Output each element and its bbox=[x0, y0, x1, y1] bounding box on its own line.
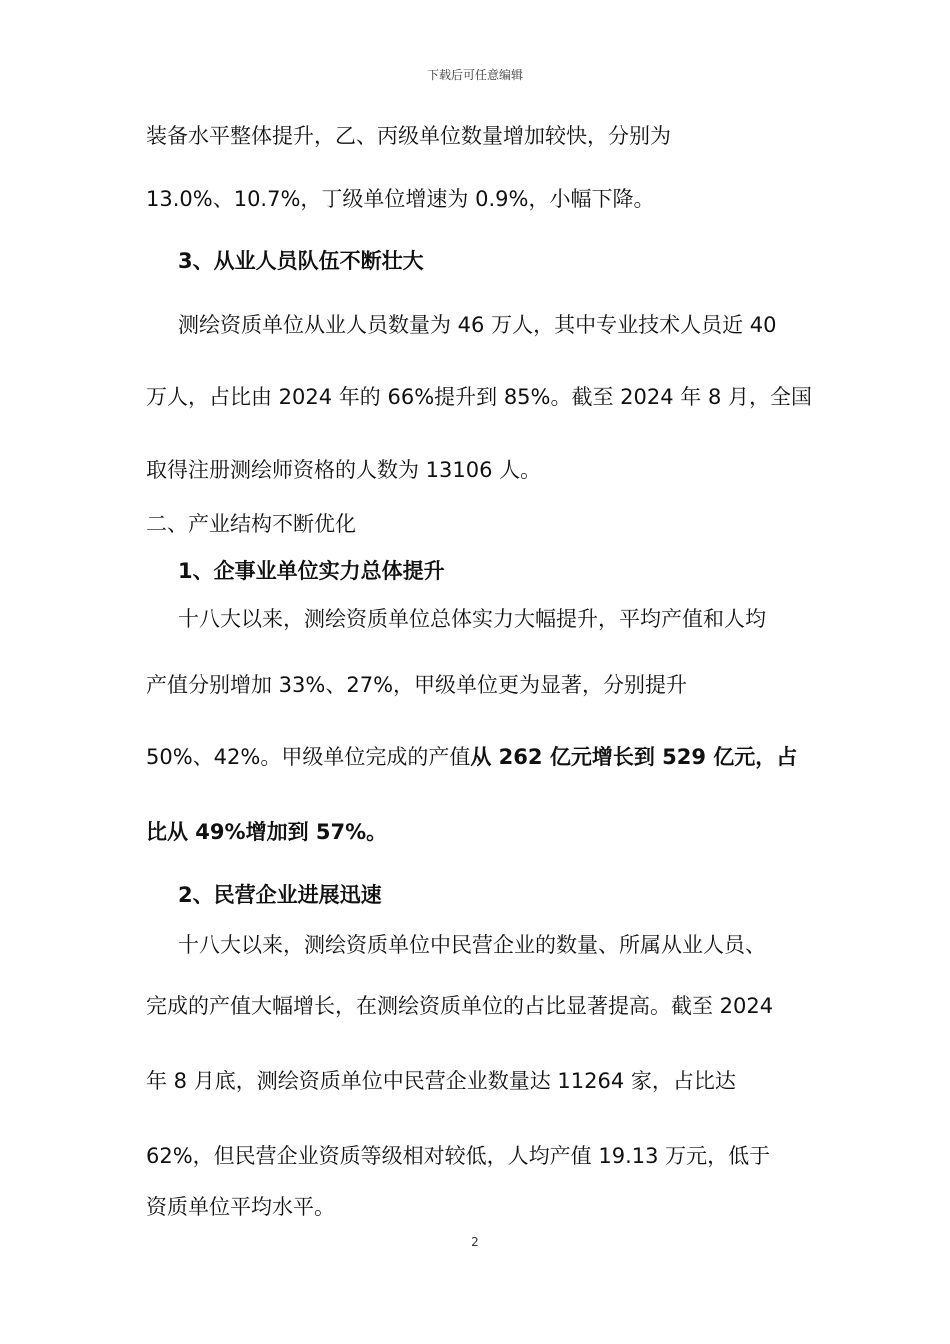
paragraph-line: 年 8 月底，测绘资质单位中民营企业数量达 11264 家，占比达 bbox=[146, 1069, 736, 1093]
page-number: 2 bbox=[471, 1235, 479, 1249]
paragraph-line: 装备水平整体提升，乙、丙级单位数量增加较快，分别为 bbox=[146, 124, 671, 148]
page-header: 下载后可任意编辑 bbox=[426, 68, 523, 82]
paragraph-line: 取得注册测绘师资格的人数为 13106 人。 bbox=[146, 458, 542, 482]
paragraph-line: 测绘资质单位从业人员数量为 46 万人，其中专业技术人员近 40 bbox=[178, 313, 777, 337]
section-heading: 1、企事业单位实力总体提升 bbox=[178, 559, 445, 583]
paragraph-line bbox=[146, 742, 797, 772]
bold-text: 从 262 亿元增长到 529 亿元，占 bbox=[470, 745, 798, 769]
paragraph-line: 资质单位平均水平。 bbox=[146, 1195, 335, 1219]
section-heading: 2、民营企业进展迅速 bbox=[178, 883, 382, 907]
paragraph-text: 50%、42%。甲级单位完成的产值 bbox=[146, 745, 471, 769]
section-heading: 3、从业人员队伍不断壮大 bbox=[178, 249, 424, 273]
paragraph-line: 比从 49%增加到 57%。 bbox=[146, 820, 388, 844]
paragraph-line: 万人，占比由 2024 年的 66%提升到 85%。截至 2024 年 8 月，全国 bbox=[146, 385, 812, 409]
paragraph-line: 完成的产值大幅增长，在测绘资质单位的占比显著提高。截至 2024 bbox=[146, 994, 774, 1018]
paragraph-line: 62%，但民营企业资质等级相对较低，人均产值 19.13 万元，低于 bbox=[146, 1144, 771, 1168]
chapter-heading: 二、产业结构不断优化 bbox=[146, 512, 356, 536]
paragraph-line: 13.0%、10.7%，丁级单位增速为 0.9%，小幅下降。 bbox=[146, 187, 655, 211]
paragraph-line: 产值分别增加 33%、27%，甲级单位更为显著，分别提升 bbox=[146, 673, 688, 697]
paragraph-line: 十八大以来，测绘资质单位中民营企业的数量、所属从业人员、 bbox=[178, 933, 766, 957]
paragraph-line: 十八大以来，测绘资质单位总体实力大幅提升，平均产值和人均 bbox=[178, 607, 766, 631]
